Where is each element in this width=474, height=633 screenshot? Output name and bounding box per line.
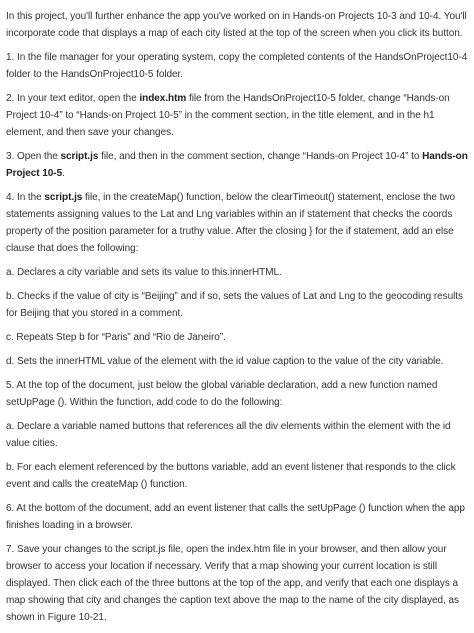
step-3-text-a: 3. Open the	[6, 151, 61, 162]
step-2	[6, 90, 468, 141]
step-2-text-c: file from the HandsOnProject10-5 folder, change “Hands-on Project 10-4” to “Hands-on Project 10-5” in the comment section, in the title element, and in the h1 element, and then save your changes.	[6, 93, 450, 138]
step-7: 7. Save your changes to the script.js file, open the index.htm file in your browser, and then allow your browser to access your location if necessary. Verify that a map showing your current location is still displayed. Then click each of the three buttons at the top of the app, and verify that each one displays a map showing that city and changes the caption text above the map to the name of the city displayed, as shown in Figure 10-21.	[6, 544, 459, 623]
step-3-filename: script.js	[60, 151, 99, 162]
step-5b: b. For each element referenced by the buttons variable, add an event listener that responds to the click event and calls the createMap () function.	[6, 462, 456, 490]
step-2-filename: index.htm	[139, 93, 187, 104]
step-4d: d. Sets the innerHTML value of the element with the id value caption to the value of the city variable.	[6, 356, 444, 367]
step-3	[6, 148, 468, 182]
step-5: 5. At the top of the document, just below the global variable declaration, add a new function named setUpPage (). Within the function, add code to do the following:	[6, 380, 438, 408]
step-3-text-c: file, and then in the comment section, change “Hands-on Project 10-4” to	[98, 151, 423, 162]
step-3-text-e: .	[62, 168, 65, 179]
step-4-text-c: file, in the createMap() function, below the clearTimeout() statement, enclose the two statements assigning values to the Lat and Lng variables within an if statement that checks the coords property of the position parameter for a truthy value. After the closing } for the if statement, add an else clause that does the following:	[6, 192, 456, 254]
step-4c: c. Repeats Step b for “Paris” and “Rio de Janeiro”.	[6, 332, 226, 343]
step-2-text-a: 2. In your text editor, open the	[6, 93, 140, 104]
step-4-filename: script.js	[44, 192, 83, 203]
step-5a: a. Declare a variable named buttons that references all the div elements within the element with the id value cities.	[6, 421, 451, 449]
step-4	[6, 189, 468, 257]
intro-paragraph: In this project, you'll further enhance the app you've worked on in Hands-on Projects 10-3 and 10-4. You'll incorporate code that displays a map of each city listed at the top of the screen when you click its button.	[6, 11, 467, 39]
step-3-new-name: Hands-on Project 10-5	[6, 151, 468, 179]
step-6: 6. At the bottom of the document, add an event listener that calls the setUpPage () function when the app finishes loading in a browser.	[6, 503, 465, 531]
step-1: 1. In the file manager for your operating system, copy the completed contents of the HandsOnProject10-4 folder to the HandsOnProject10-5 folder.	[6, 52, 468, 80]
step-4-text-a: 4. In the	[6, 192, 45, 203]
step-4b: b. Checks if the value of city is “Beijing” and if so, sets the values of Lat and Lng to the geocoding results for Beijing that you stored in a comment.	[6, 291, 463, 319]
step-4a: a. Declares a city variable and sets its value to this.innerHTML.	[6, 267, 282, 278]
